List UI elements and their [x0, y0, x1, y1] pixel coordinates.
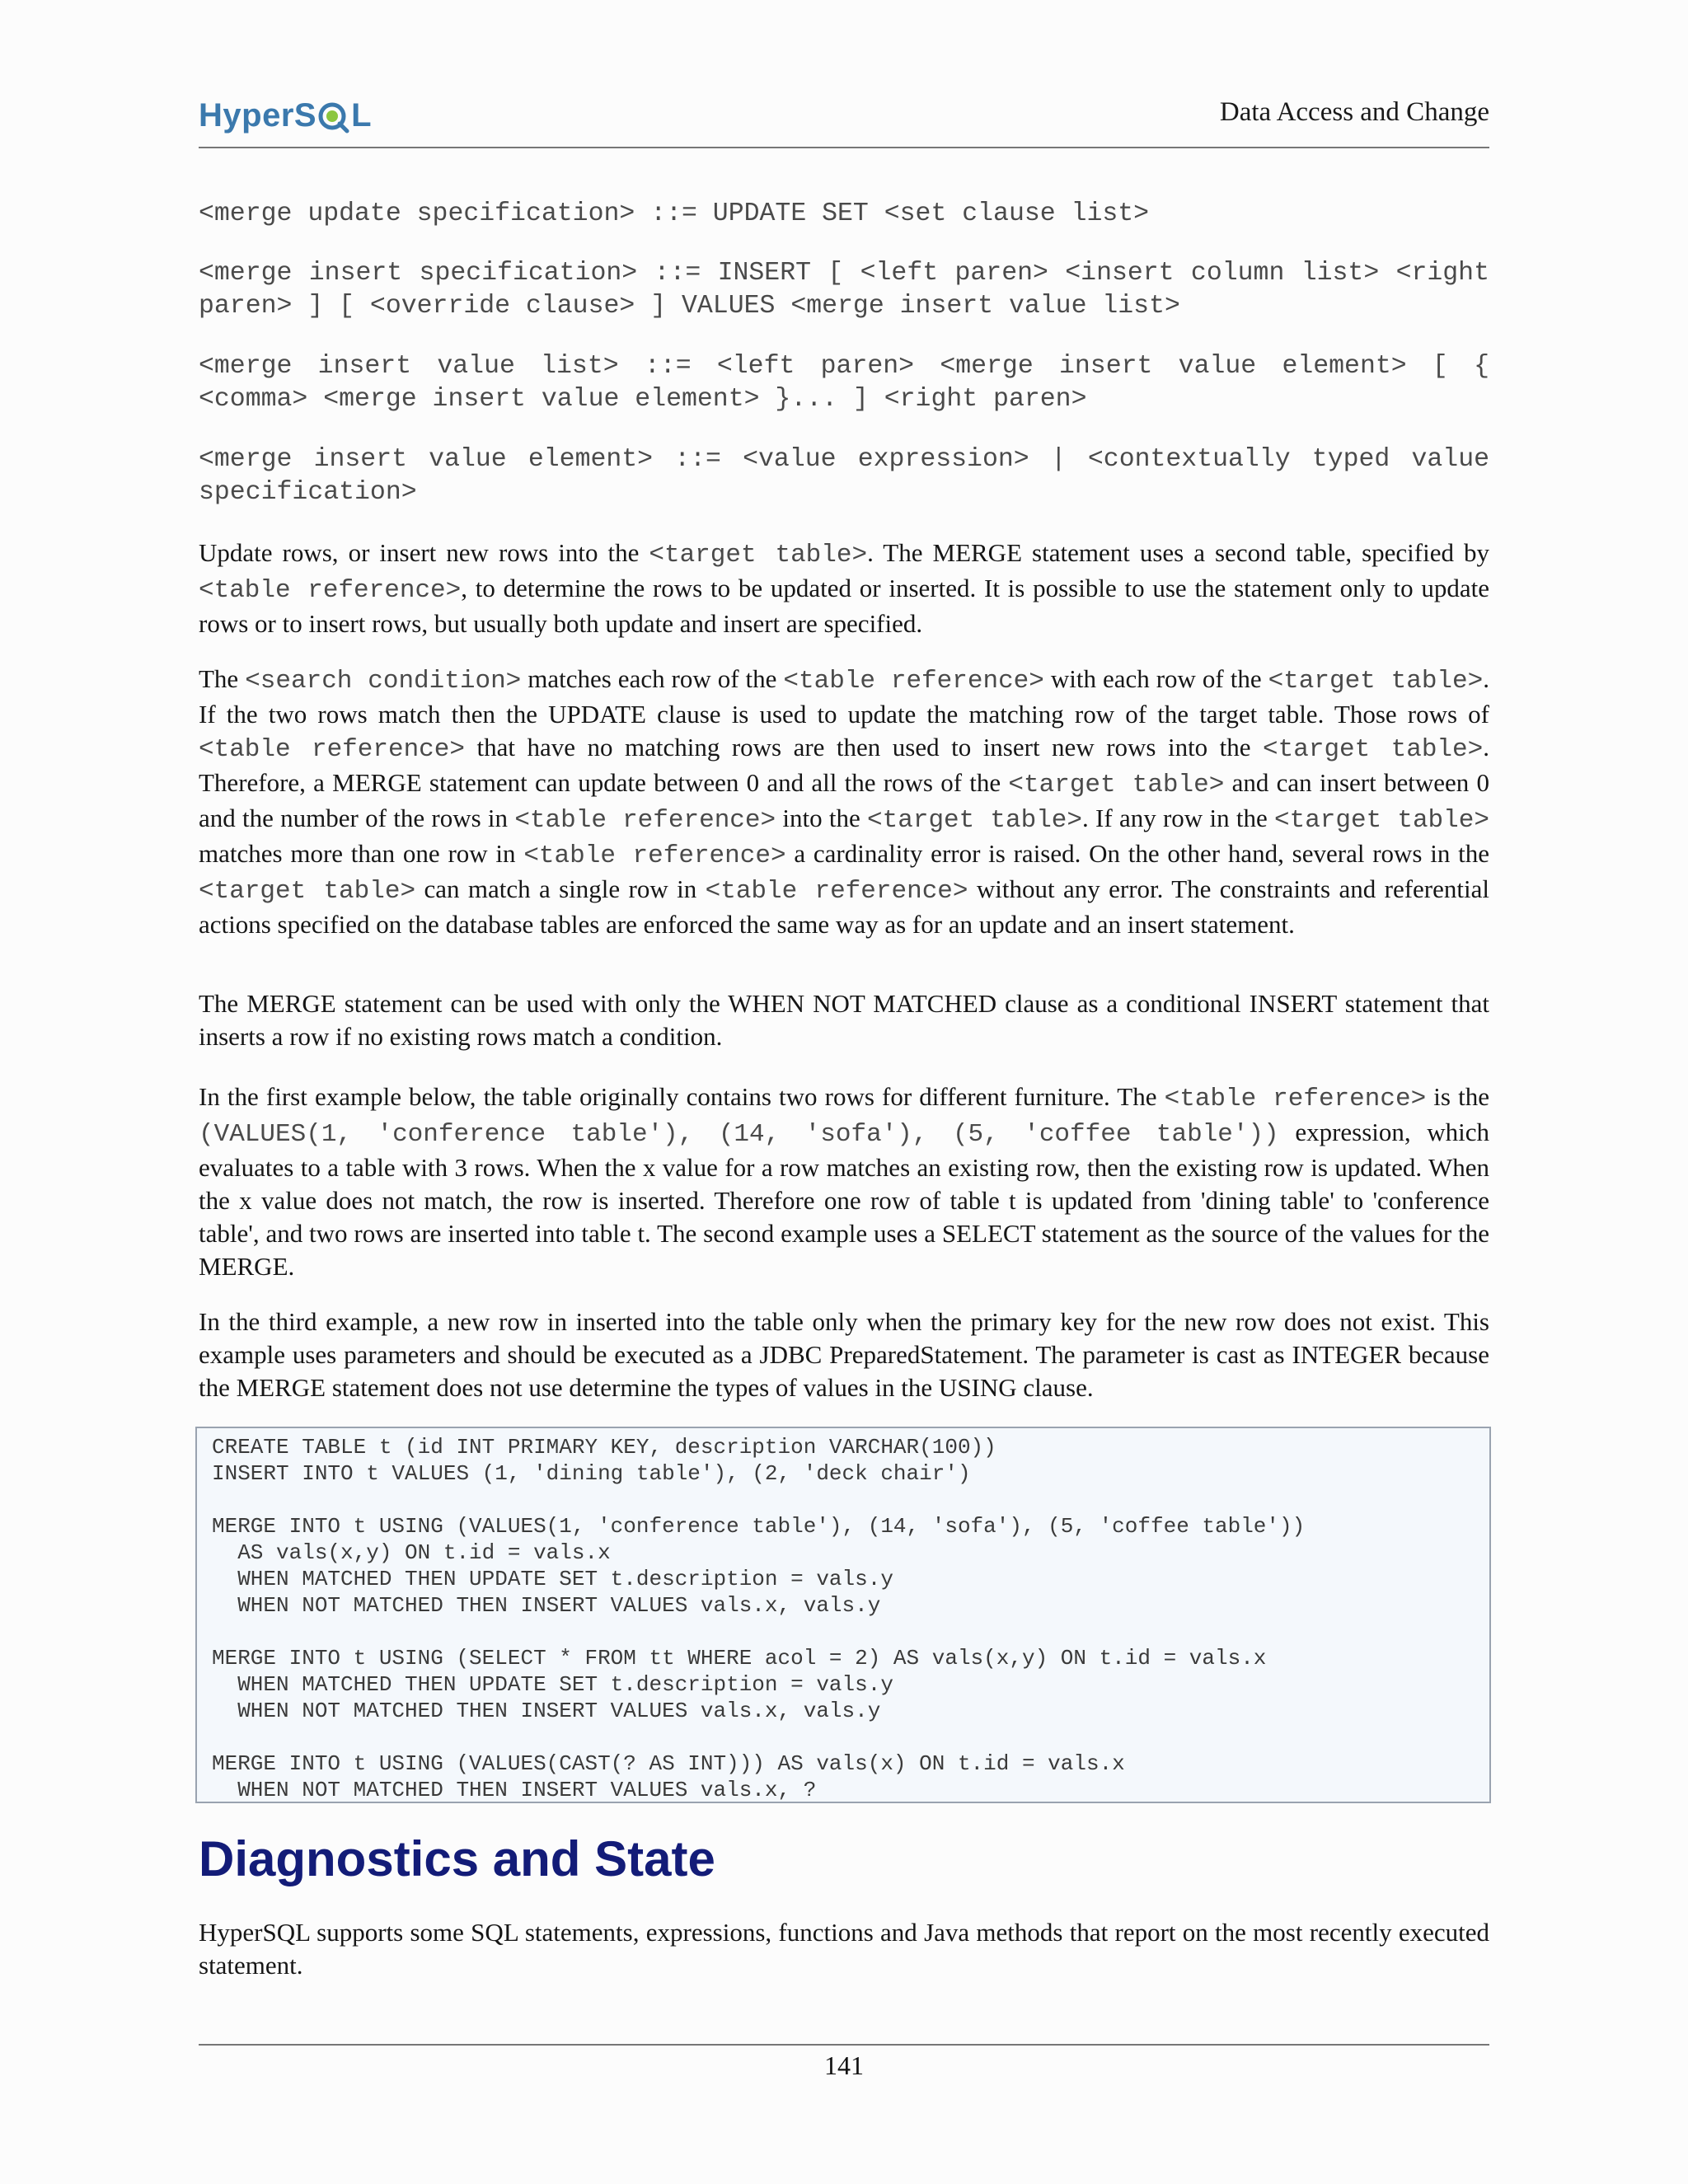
inline-code: <target table> [649, 541, 868, 569]
inline-code: <table reference> [514, 806, 776, 835]
logo-text-suffix: L [351, 97, 372, 134]
inline-code: <table reference> [1164, 1085, 1427, 1113]
header-section-title: Data Access and Change [1219, 97, 1489, 127]
inline-code: <target table> [1274, 806, 1489, 835]
code-line: AS vals(x,y) ON t.id = vals.x [212, 1540, 611, 1565]
paragraph-merge-overview [199, 537, 1489, 640]
code-line: WHEN NOT MATCHED THEN INSERT VALUES vals.x, vals.y [212, 1593, 881, 1618]
code-line [212, 1724, 1489, 1750]
inline-code: <table reference> [199, 576, 462, 605]
text-run: . The MERGE statement uses a second table, specified by [867, 538, 1490, 567]
text-run: Update rows, or insert new rows into the [199, 538, 649, 567]
text-run: and can insert between 0 and the number of the rows in [199, 768, 1489, 832]
text-run: with each row of the [1043, 664, 1268, 693]
header-rule [199, 147, 1489, 148]
text-run: . If any row in the [1082, 804, 1274, 832]
text-run: into the [776, 804, 868, 832]
code-line: MERGE INTO t USING (VALUES(CAST(? AS INT))) AS vals(x) ON t.id = vals.x [212, 1751, 1125, 1776]
text-run: In the third example, a new row in inserted into the table only when the primary key for the new row does not exist. This example uses parameters and should be executed as a JDBC PreparedStatement. The parameter is cast as INTEGER because the MERGE statement does not use determine the types of values in the USING clause. [199, 1307, 1489, 1402]
bnf-merge-update-specification: <merge update specification> ::= UPDATE SET <set clause list> [199, 199, 1150, 228]
code-line: CREATE TABLE t (id INT PRIMARY KEY, description VARCHAR(100)) [212, 1435, 996, 1460]
text-run: is the [1426, 1082, 1489, 1111]
text-run: a cardinality error is raised. On the other hand, several rows in the [785, 839, 1489, 868]
text-run: The [199, 664, 246, 693]
bnf-merge-insert-value-list: <merge insert value list> ::= <left paren> <merge insert value element> [ { <comma> <merge insert value element> }... ] <right paren> [199, 352, 1489, 414]
code-line: WHEN MATCHED THEN UPDATE SET t.description = vals.y [212, 1567, 893, 1591]
inline-code: <target table> [1008, 771, 1225, 799]
paragraph-first-example [199, 1080, 1489, 1283]
text-run: matches more than one row in [199, 839, 524, 868]
code-line: WHEN NOT MATCHED THEN INSERT VALUES vals.x, vals.y [212, 1699, 881, 1723]
paragraph-search-condition [199, 663, 1489, 941]
text-run: The MERGE statement can be used with only the WHEN NOT MATCHED clause as a conditional INSERT statement that inserts a row if no existing rows match a condition. [199, 989, 1489, 1051]
code-line: MERGE INTO t USING (VALUES(1, 'conference table'), (14, 'sofa'), (5, 'coffee table')) [212, 1514, 1306, 1539]
section-heading: Diagnostics and State [199, 1831, 715, 1886]
logo-text-prefix: HyperS [199, 97, 317, 134]
text-run: that have no matching rows are then used to insert new rows into the [465, 733, 1264, 762]
logo-q-magnifier-icon [317, 101, 350, 134]
text-run: expression, which evaluates to a table with 3 rows. When the x value for a row matches an existing row, then the existing row is updated. When the x value does not match, the row is inserted. Therefore one row of table t is updated from 'dining table' to 'conference table', and two rows are inserted into table t. The second example uses a SELECT statement as the source of the values for the MERGE. [199, 1118, 1489, 1281]
code-example-block [195, 1427, 1491, 1803]
text-run: . Therefore, a MERGE statement can update between 0 and all the rows of the [199, 733, 1489, 797]
code-line [212, 1487, 1489, 1513]
page-number: 141 [824, 2050, 864, 2080]
bnf-merge-insert-specification: <merge insert specification> ::= INSERT [ <left paren> <insert column list> <right paren> ] [ <override clause> ] VALUES <merge insert value list> [199, 259, 1489, 321]
text-run: matches each row of the [521, 664, 784, 693]
code-line: MERGE INTO t USING (SELECT * FROM tt WHERE acol = 2) AS vals(x,y) ON t.id = vals.x [212, 1646, 1267, 1671]
inline-code: (VALUES(1, 'conference table'), (14, 'sofa'), (5, 'coffee table')) [199, 1120, 1279, 1149]
text-run: . If the two rows match then the UPDATE clause is used to update the matching row of the target table. Those rows of [199, 664, 1489, 729]
code-line: INSERT INTO t VALUES (1, 'dining table'), (2, 'deck chair') [212, 1461, 971, 1486]
text-run: without any error. The constraints and referential actions specified on the database tables are enforced the same way as for an update and an insert statement. [199, 874, 1489, 939]
inline-code: <table reference> [199, 735, 465, 764]
page-header [199, 92, 1489, 147]
inline-code: <target table> [1268, 667, 1484, 696]
text-run: , to determine the rows to be updated or inserted. It is possible to use the statement only to update rows or to insert rows, but usually both update and insert are specified. [199, 574, 1489, 638]
text-run: can match a single row in [415, 874, 706, 903]
inline-code: <search condition> [245, 667, 522, 696]
code-line: WHEN MATCHED THEN UPDATE SET t.description = vals.y [212, 1672, 893, 1697]
code-line [212, 1619, 1489, 1645]
inline-code: <table reference> [705, 877, 968, 906]
paragraph-when-not-matched [199, 987, 1489, 1053]
inline-code: <target table> [199, 877, 416, 906]
code-line: WHEN NOT MATCHED THEN INSERT VALUES vals.x, ? [212, 1778, 817, 1802]
inline-code: <target table> [1263, 735, 1484, 764]
bnf-merge-insert-value-element: <merge insert value element> ::= <value expression> | <contextually typed value specification> [199, 445, 1489, 507]
inline-code: <target table> [867, 806, 1082, 835]
text-run: In the first example below, the table originally contains two rows for different furniture. The [199, 1082, 1165, 1111]
footer-rule [199, 2044, 1489, 2046]
inline-code: <table reference> [783, 667, 1044, 696]
inline-code: <table reference> [523, 841, 786, 870]
paragraph-section-intro: HyperSQL supports some SQL statements, expressions, functions and Java methods that report on the most recently executed statement. [199, 1918, 1489, 1980]
hypersql-logo [199, 97, 372, 134]
paragraph-third-example [199, 1305, 1489, 1404]
